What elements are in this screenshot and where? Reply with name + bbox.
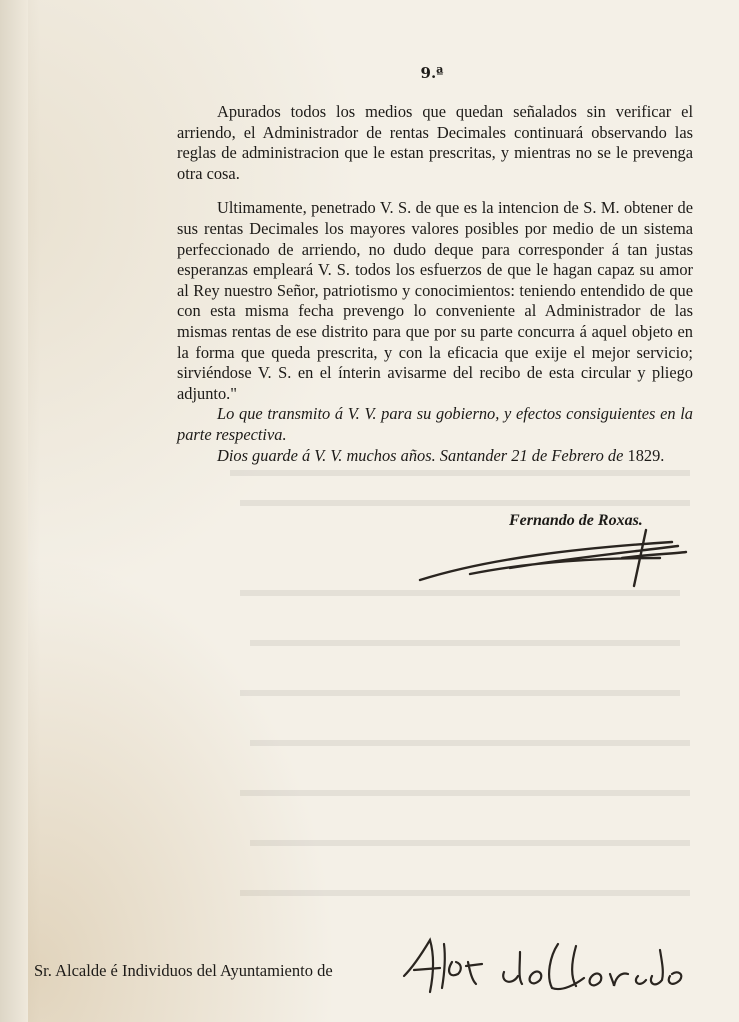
paragraph-1: Apurados todos los medios que quedan señalados sin verificar el arriendo, el Administrador de rentas Decimales continuará observando las reglas de administracion que le estan prescritas, y mientras no se le prevenga otra cosa. xyxy=(177,102,693,183)
signature-flourish xyxy=(410,528,690,598)
page-number: 9.ª xyxy=(420,64,444,82)
date-text: Dios guarde á V. V. muchos años. Santander 21 de Febrero de xyxy=(217,445,624,465)
date-line xyxy=(177,446,693,467)
letter-body xyxy=(177,102,693,466)
year: 1829. xyxy=(627,445,665,465)
closing-paragraph: Lo que transmito á V. V. para su gobierno, y efectos consiguientes en la parte respectiva. xyxy=(177,404,693,444)
addressee-line: Sr. Alcalde é Individuos del Ayuntamiento de xyxy=(34,961,333,980)
handwritten-place-name xyxy=(400,932,690,1002)
paragraph-2: Ultimamente, penetrado V. S. de que es la intencion de S. M. obtener de sus rentas Decimales los mayores valores posibles por medio de un sistema perfeccionado de arriendo, no dudo deque para corresponder á tan justas esperanzas empleará V. S. todos los esfuerzos de que le hagan capaz su amor al Rey nuestro Señor, patriotismo y conocimientos: teniendo entendido de que con esta misma fecha prevengo lo conveniente al Administrador de las mismas rentas de ese distrito para que por su parte concurra á aquel objeto en la forma que queda prescrita, y con la eficacia que exije el mejor servicio; sirviéndose V. S. en el ínterin avisarme del recibo de esta circular y pliego adjunto." xyxy=(177,198,693,403)
signer-name: Fernando de Roxas. xyxy=(509,512,643,529)
